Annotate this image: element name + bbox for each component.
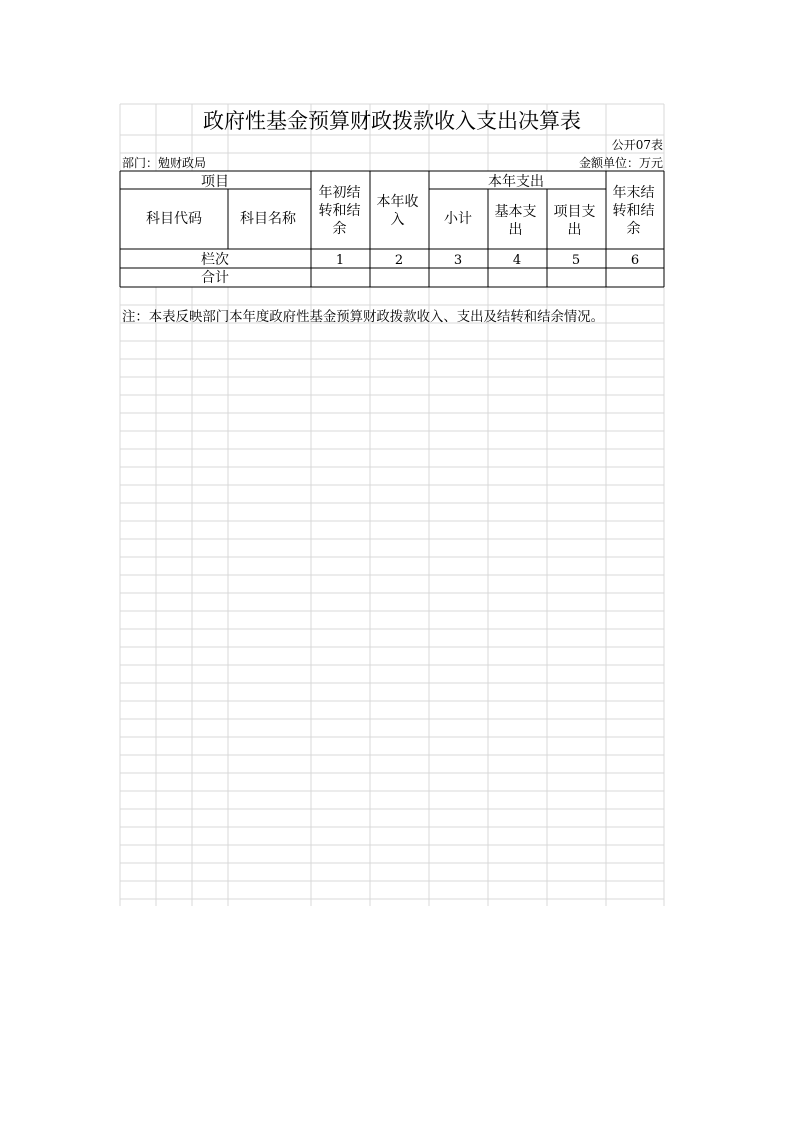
header-expense-group: 本年支出: [488, 174, 544, 190]
header-subtotal: 小计: [444, 211, 472, 227]
header-subject-code: 科目代码: [146, 211, 202, 227]
header-current-income: 本年收入: [376, 194, 419, 228]
total-row-label: 合计: [201, 270, 229, 286]
header-end-balance: 年末结转和结余: [612, 185, 655, 237]
footnote: 注：本表反映部门本年度政府性基金预算财政拨款收入、支出及结转和结余情况。: [122, 310, 605, 325]
column-index-4: 4: [512, 253, 522, 268]
column-index-1: 1: [335, 253, 345, 268]
column-index-5: 5: [571, 253, 581, 268]
header-begin-balance: 年初结转和结余: [318, 185, 361, 237]
header-basic-expense: 基本支出: [494, 204, 537, 238]
column-index-3: 3: [453, 253, 463, 268]
column-index-label: 栏次: [201, 252, 229, 268]
amount-unit: 金额单位：万元: [578, 156, 663, 170]
column-index-2: 2: [394, 253, 404, 268]
header-item-group: 项目: [201, 174, 229, 190]
form-code: 公开07表: [611, 138, 663, 152]
page-title: 政府性基金预算财政拨款收入支出决算表: [203, 109, 581, 133]
column-index-6: 6: [630, 253, 640, 268]
header-subject-name: 科目名称: [240, 211, 296, 227]
department-label: 部门：勉财政局: [122, 156, 207, 170]
header-project-expense: 项目支出: [553, 204, 596, 238]
